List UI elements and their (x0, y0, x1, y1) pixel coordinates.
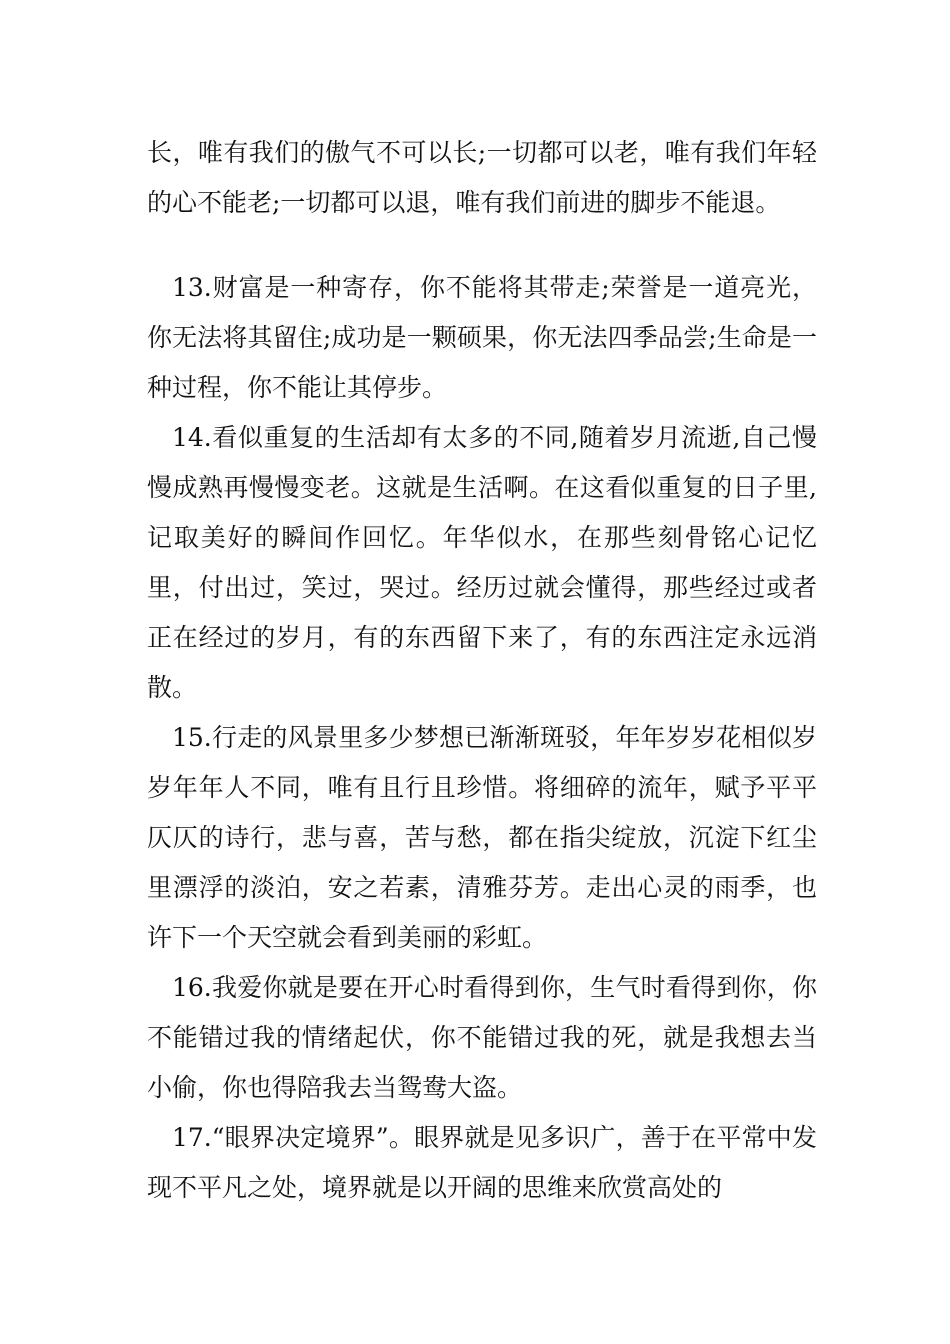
paragraph-15: 15.行走的风景里多少梦想已渐渐斑驳，年年岁岁花相似岁岁年年人不同，唯有且行且珍惜。将细碎的流年，赋予平平仄仄的诗行，悲与喜，苦与愁，都在指尖绽放，沉淀下红尘里漂浮的淡泊，安之若素，清雅芬芳。走出心灵的雨季，也许下一个天空就会看到美丽的彩虹。 (147, 723, 817, 952)
paragraph-13: 13.财富是一种寄存，你不能将其带走;荣誉是一道亮光，你无法将其留住;成功是一颗硕果，你无法四季品尝;生命是一种过程，你不能让其停步。 (147, 273, 817, 402)
paragraph-17: 17.“眼界决定境界”。眼界就是见多识广，善于在平常中发现不平凡之处，境界就是以开阔的思维来欣赏高处的 (147, 1123, 817, 1202)
paragraph-continuation: 长，唯有我们的傲气不可以长;一切都可以老，唯有我们年轻的心不能老;一切都可以退，唯有我们前进的脚步不能退。 (147, 138, 817, 217)
paragraph-14: 14.看似重复的生活却有太多的不同,随着岁月流逝,自己慢慢成熟再慢慢变老。这就是生活啊。在这看似重复的日子里,记取美好的瞬间作回忆。年华似水，在那些刻骨铭心记忆里，付出过，笑过，哭过。经历过就会懂得，那些经过或者正在经过的岁月，有的东西留下来了，有的东西注定永远消散。 (147, 423, 817, 702)
document-body (147, 128, 817, 1213)
paragraph-16: 16.我爱你就是要在开心时看得到你，生气时看得到你，你不能错过我的情绪起伏，你不能错过我的死，就是我想去当小偷，你也得陪我去当鸳鸯大盗。 (147, 973, 817, 1102)
